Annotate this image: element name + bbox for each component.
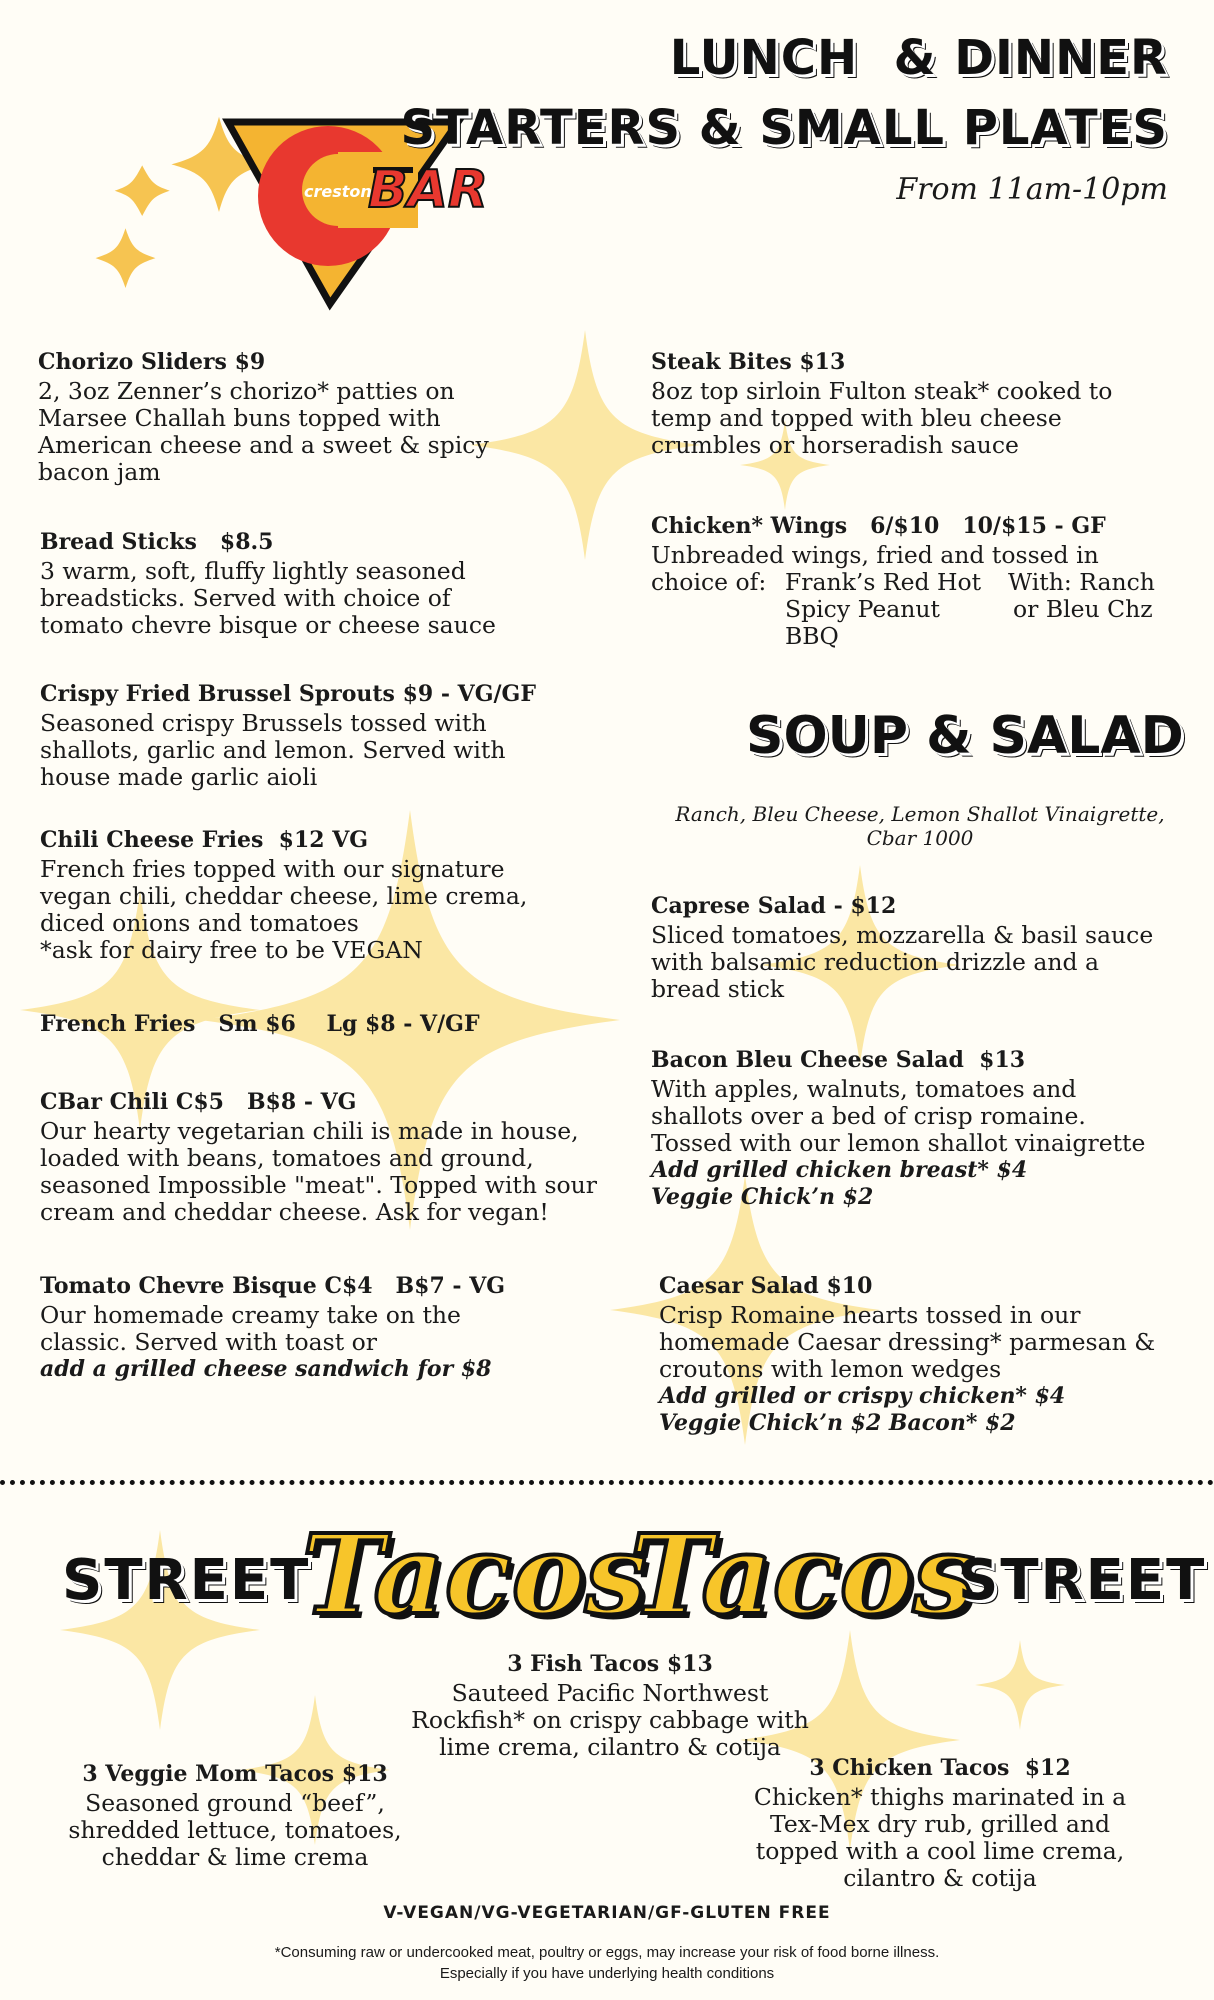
item-desc: temp and topped with bleu cheese [651, 404, 1062, 432]
item-desc: tomato chevre bisque or cheese sauce [40, 611, 496, 639]
item-desc: *ask for dairy free to be VEGAN [40, 936, 423, 964]
item-desc: lime crema, cilantro & cotija [439, 1733, 781, 1761]
wing-sauce-option: Spicy Peanut [785, 595, 940, 623]
item-desc: American cheese and a sweet & spicy [38, 431, 489, 459]
item-addon: Veggie Chick’n $2 Bacon* $2 [659, 1410, 1016, 1436]
item-desc: loaded with beans, tomatoes and ground, [40, 1144, 534, 1172]
item-desc: 2, 3oz Zenner’s chorizo* patties on [38, 377, 455, 405]
menu-title-line1: LUNCH & DINNER [669, 30, 1168, 86]
item-desc: breadsticks. Served with choice of [40, 584, 451, 612]
item-desc: house made garlic aioli [40, 763, 318, 791]
item-desc: cream and cheddar cheese. Ask for vegan! [40, 1198, 549, 1226]
item-desc: Tossed with our lemon shallot vinaigrette [651, 1129, 1146, 1157]
item-desc: shallots over a bed of crisp romaine. [651, 1102, 1086, 1130]
item-desc: French fries topped with our signature [40, 855, 505, 883]
item-desc: Seasoned crispy Brussels tossed with [40, 709, 487, 737]
item-name: CBar Chili C$5 B$8 - VG [40, 1089, 357, 1115]
menu-item-caprese-salad [651, 892, 1206, 1003]
item-desc: With apples, walnuts, tomatoes and [651, 1075, 1077, 1103]
wing-choice-label: choice of: [651, 568, 767, 596]
item-name: Steak Bites $13 [651, 349, 846, 375]
item-desc: 8oz top sirloin Fulton steak* cooked to [651, 377, 1113, 405]
dressing-line: Ranch, Bleu Cheese, Lemon Shallot Vinaigrette, [675, 802, 1165, 826]
disclaimer-line: *Consuming raw or undercooked meat, poultry or eggs, may increase your risk of food borne illness. [274, 1944, 940, 1961]
dressing-line: Cbar 1000 [866, 826, 974, 850]
wing-dip-option: With: Ranch [1008, 568, 1155, 596]
section-divider [0, 1480, 1214, 1485]
item-name: Caprese Salad - $12 [651, 893, 897, 919]
menu-item-tomato-chevre-bisque [40, 1272, 640, 1383]
menu-item-veggie-mom-tacos [40, 1760, 430, 1871]
service-hours: From 11am-10pm [896, 172, 1168, 207]
item-name: 3 Veggie Mom Tacos $13 [82, 1761, 388, 1787]
item-desc: Our homemade creamy take on the [40, 1301, 461, 1329]
menu-item-fish-tacos [370, 1650, 850, 1761]
item-desc: seasoned Impossible "meat". Topped with sour [40, 1171, 598, 1199]
food-safety-disclaimer [0, 1942, 1214, 1984]
street-label-right: STREET [958, 1548, 1207, 1613]
item-desc: cilantro & cotija [843, 1864, 1037, 1892]
item-name: Chorizo Sliders $9 [38, 349, 266, 375]
item-name: French Fries Sm $6 Lg $8 - V/GF [40, 1011, 480, 1037]
menu-item-steak-bites [651, 348, 1201, 459]
item-name: Tomato Chevre Bisque C$4 B$7 - VG [40, 1273, 506, 1299]
item-name: Chicken* Wings 6/$10 10/$15 - GF [651, 513, 1106, 539]
item-desc: Our hearty vegetarian chili is made in house, [40, 1117, 579, 1145]
dressing-list [640, 802, 1200, 850]
item-addon: Veggie Chick’n $2 [651, 1184, 874, 1210]
wing-sauce-option: BBQ [785, 622, 839, 650]
item-desc: topped with a cool lime crema, [755, 1837, 1125, 1865]
wing-sauce-option: Frank’s Red Hot [785, 568, 982, 596]
item-desc: Chicken* thighs marinated in a [753, 1783, 1127, 1811]
item-name: 3 Chicken Tacos $12 [809, 1755, 1071, 1781]
wing-dip-option: or Bleu Chz [1013, 595, 1153, 623]
item-name: Chili Cheese Fries $12 VG [40, 827, 369, 853]
item-desc: shredded lettuce, tomatoes, [68, 1816, 402, 1844]
tacos-title-left: Tacos [302, 1510, 647, 1639]
item-desc: Tex-Mex dry rub, grilled and [769, 1810, 1111, 1838]
menu-item-french-fries [40, 1010, 640, 1040]
menu-item-cbar-chili [40, 1088, 640, 1226]
menu-item-chicken-tacos [730, 1754, 1150, 1892]
item-desc: crumbles or horseradish sauce [651, 431, 1019, 459]
menu-item-brussel-sprouts [40, 680, 640, 791]
item-desc: Sliced tomatoes, mozzarella & basil sauce [651, 921, 1154, 949]
logo-big-text: BAR [368, 160, 488, 220]
item-name: Bread Sticks $8.5 [40, 529, 274, 555]
item-desc: Rockfish* on crispy cabbage with [411, 1706, 809, 1734]
item-desc: croutons with lemon wedges [659, 1355, 1002, 1383]
dietary-legend: V-VEGAN/VG-VEGETARIAN/GF-GLUTEN FREE [383, 1903, 831, 1923]
menu-item-bacon-bleu-salad [651, 1046, 1206, 1211]
item-desc: Marsee Challah buns topped with [38, 404, 441, 432]
item-desc: Crisp Romaine hearts tossed in our [659, 1301, 1081, 1329]
item-desc: Unbreaded wings, fried and tossed in [651, 541, 1099, 569]
sparkle-decoration [975, 1640, 1065, 1730]
item-desc: diced onions and tomatoes [40, 909, 359, 937]
menu-item-caesar-salad [659, 1272, 1209, 1437]
item-name: Crispy Fried Brussel Sprouts $9 - VG/GF [40, 681, 536, 707]
menu-item-bread-sticks [40, 528, 640, 639]
logo-small-text: creston [304, 182, 372, 201]
item-desc: Seasoned ground “beef”, [85, 1789, 385, 1817]
item-addon: Add grilled chicken breast* $4 [651, 1157, 1028, 1183]
item-desc: homemade Caesar dressing* parmesan & [659, 1328, 1156, 1356]
item-desc: bread stick [651, 975, 785, 1003]
street-label-left: STREET [62, 1548, 311, 1613]
item-desc: shallots, garlic and lemon. Served with [40, 736, 506, 764]
menu-item-chorizo-sliders [38, 348, 638, 486]
item-desc: classic. Served with toast or [40, 1328, 377, 1356]
item-desc: vegan chili, cheddar cheese, lime crema, [40, 882, 528, 910]
tacos-title-right: Tacos [630, 1510, 975, 1639]
disclaimer-line: Especially if you have underlying health conditions [439, 1965, 775, 1982]
item-addon: add a grilled cheese sandwich for $8 [40, 1356, 492, 1382]
item-name: Bacon Bleu Cheese Salad $13 [651, 1047, 1026, 1073]
menu-title-line2: STARTERS & SMALL PLATES [400, 100, 1168, 156]
item-desc: bacon jam [38, 458, 161, 486]
menu-item-chicken-wings [651, 512, 1201, 650]
item-name: 3 Fish Tacos $13 [507, 1651, 713, 1677]
item-desc: cheddar & lime crema [101, 1843, 369, 1871]
menu-item-chili-cheese-fries [40, 826, 640, 964]
section-title-soup-salad: SOUP & SALAD [746, 706, 1184, 766]
item-name: Caesar Salad $10 [659, 1273, 873, 1299]
item-desc: 3 warm, soft, fluffy lightly seasoned [40, 557, 466, 585]
item-desc: with balsamic reduction drizzle and a [651, 948, 1100, 976]
item-desc: Sauteed Pacific Northwest [451, 1679, 769, 1707]
item-addon: Add grilled or crispy chicken* $4 [659, 1383, 1066, 1409]
